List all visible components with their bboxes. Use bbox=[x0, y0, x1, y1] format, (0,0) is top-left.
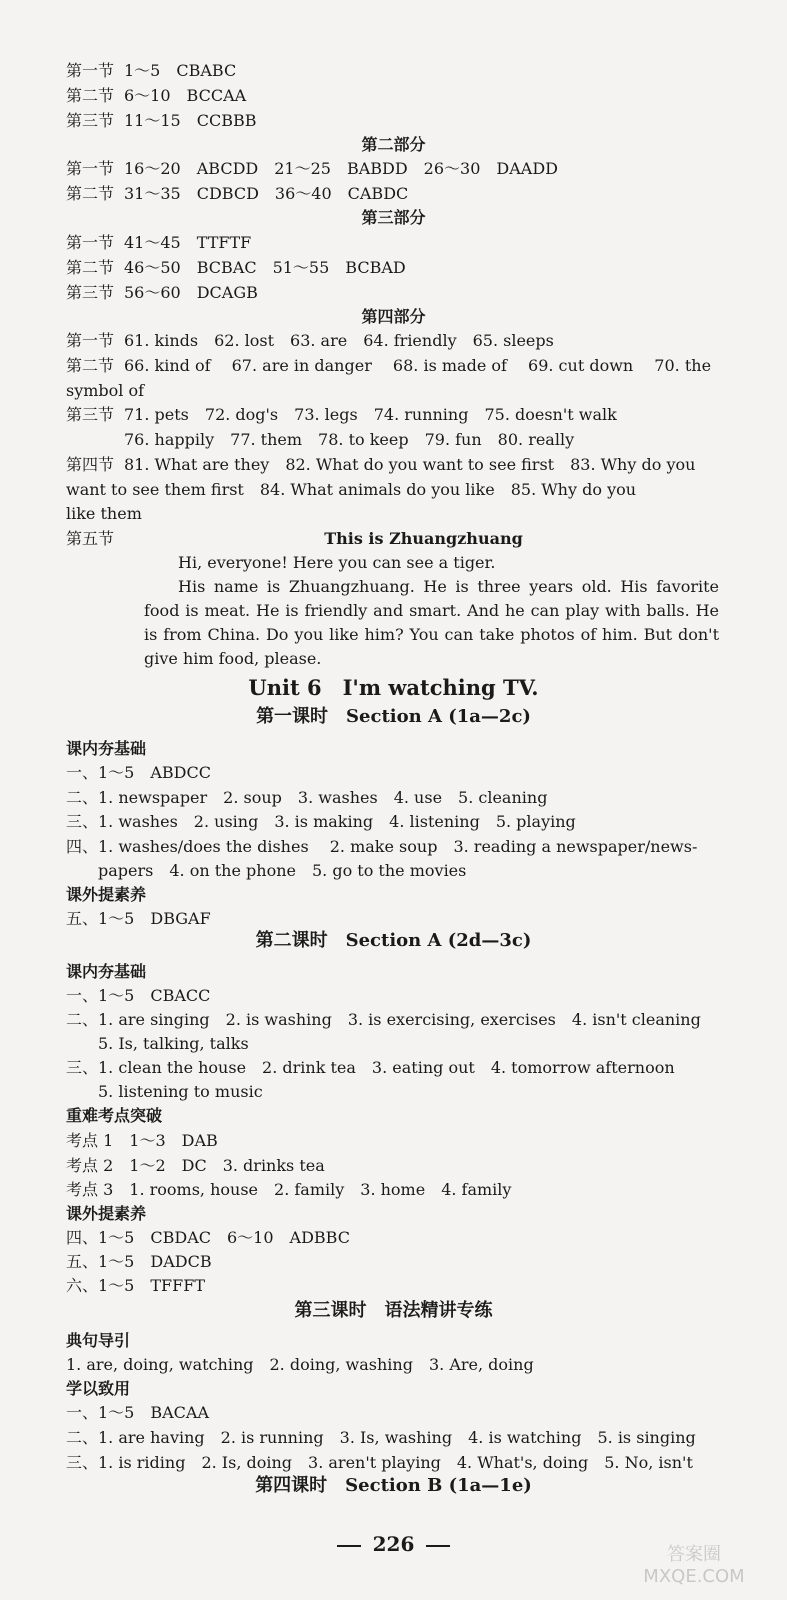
answer-line: 五、1～5 DBGAF bbox=[66, 909, 211, 928]
answer-line: 5. listening to music bbox=[98, 1082, 263, 1101]
essay-paragraph: His name is Zhuangzhuang. He is three years old. His favorite food is meat. He is friendly and smart. And he can play with balls. He is from China. Do you like him? You can take photos of him. But don't give him food, please. bbox=[144, 577, 719, 668]
watermark-logo: 答案圈 MXQE.COM bbox=[643, 1544, 745, 1587]
answer-line: 四、1. washes/does the dishes 2. make soup 3. reading a newspaper/news- bbox=[66, 837, 698, 856]
subsection-heading: 重难考点突破 bbox=[66, 1106, 163, 1125]
lesson-title: 第三课时 语法精讲专练 bbox=[294, 1300, 493, 1321]
answer-line: want to see them first 84. What animals do you like 85. Why do you bbox=[66, 480, 637, 499]
answer-line: 第一节 61. kinds 62. lost 63. are 64. friendly 65. sleeps bbox=[66, 331, 554, 350]
subsection-heading: 课外提素养 bbox=[66, 1204, 147, 1223]
answer-line: 三、1. clean the house 2. drink tea 3. eating out 4. tomorrow afternoon bbox=[66, 1058, 675, 1077]
answer-line: 第二节 6～10 BCCAA bbox=[66, 86, 247, 105]
answer-line: 第三节 56～60 DCAGB bbox=[66, 283, 258, 302]
page-number: 226 bbox=[0, 1532, 787, 1556]
answer-line: 第一节 16～20 ABCDD 21～25 BABDD 26～30 DAADD bbox=[66, 159, 558, 178]
answer-line: 考点 1 1～3 DAB bbox=[66, 1131, 218, 1150]
answer-line: 1. are, doing, watching 2. doing, washing 3. Are, doing bbox=[66, 1355, 534, 1374]
answer-line: 一、1～5 ABDCC bbox=[66, 763, 211, 782]
answer-line: 三、1. is riding 2. Is, doing 3. aren't playing 4. What's, doing 5. No, isn't bbox=[66, 1453, 693, 1472]
answer-line: 第三节 71. pets 72. dog's 73. legs 74. running 75. doesn't walk bbox=[66, 405, 617, 424]
answer-line: 第一节 1～5 CBABC bbox=[66, 61, 237, 80]
answer-line: 一、1～5 BACAA bbox=[66, 1403, 210, 1422]
answer-line: 五、1～5 DADCB bbox=[66, 1252, 212, 1271]
section-heading: 第三部分 bbox=[361, 208, 426, 227]
answer-line: 76. happily 77. them 78. to keep 79. fun 80. really bbox=[124, 430, 575, 449]
answer-line: 第二节 31～35 CDBCD 36～40 CABDC bbox=[66, 184, 409, 203]
answer-line: 四、1～5 CBDAC 6～10 ADBBC bbox=[66, 1228, 350, 1247]
lesson-title: 第四课时 Section B (1a—1e) bbox=[255, 1475, 532, 1496]
answer-line: 第一节 41～45 TTFTF bbox=[66, 233, 252, 252]
essay-body bbox=[144, 551, 719, 671]
answer-line: symbol of bbox=[66, 381, 145, 400]
subsection-heading: 典句导引 bbox=[66, 1331, 131, 1350]
answer-line: papers 4. on the phone 5. go to the movies bbox=[98, 861, 467, 880]
subsection-heading: 课内夯基础 bbox=[66, 962, 147, 981]
essay-paragraph: Hi, everyone! Here you can see a tiger. bbox=[178, 553, 496, 572]
answer-line: 考点 3 1. rooms, house 2. family 3. home 4. family bbox=[66, 1180, 512, 1199]
unit-title: Unit 6 I'm watching TV. bbox=[248, 675, 539, 700]
answer-line: 考点 2 1～2 DC 3. drinks tea bbox=[66, 1156, 325, 1175]
section-heading: 第二部分 bbox=[361, 135, 426, 154]
subsection-heading: 学以致用 bbox=[66, 1379, 131, 1398]
answer-line: 六、1～5 TFFFT bbox=[66, 1276, 206, 1295]
subsection-heading: 课内夯基础 bbox=[66, 739, 147, 758]
essay-title: This is Zhuangzhuang bbox=[324, 529, 523, 548]
answer-line: 5. Is, talking, talks bbox=[98, 1034, 249, 1053]
answer-line: 第三节 11～15 CCBBB bbox=[66, 111, 257, 130]
subsection-heading: 课外提素养 bbox=[66, 885, 147, 904]
answer-line: 一、1～5 CBACC bbox=[66, 986, 211, 1005]
section-heading: 第四部分 bbox=[361, 307, 426, 326]
answer-line: 三、1. washes 2. using 3. is making 4. listening 5. playing bbox=[66, 812, 576, 831]
lesson-title: 第二课时 Section A (2d—3c) bbox=[255, 930, 532, 951]
answer-line: 二、1. are singing 2. is washing 3. is exercising, exercises 4. isn't cleaning bbox=[66, 1010, 701, 1029]
answer-line: 第二节 46～50 BCBAC 51～55 BCBAD bbox=[66, 258, 406, 277]
answer-line: 第五节 bbox=[66, 529, 115, 548]
answer-line: 二、1. are having 2. is running 3. Is, washing 4. is watching 5. is singing bbox=[66, 1428, 696, 1447]
answer-line: like them bbox=[66, 504, 142, 523]
answer-line: 第二节 66. kind of 67. are in danger 68. is made of 69. cut down 70. the bbox=[66, 356, 712, 375]
answer-line: 第四节 81. What are they 82. What do you want to see first 83. Why do you bbox=[66, 455, 696, 474]
answer-line: 二、1. newspaper 2. soup 3. washes 4. use 5. cleaning bbox=[66, 788, 548, 807]
lesson-title: 第一课时 Section A (1a—2c) bbox=[256, 706, 531, 727]
